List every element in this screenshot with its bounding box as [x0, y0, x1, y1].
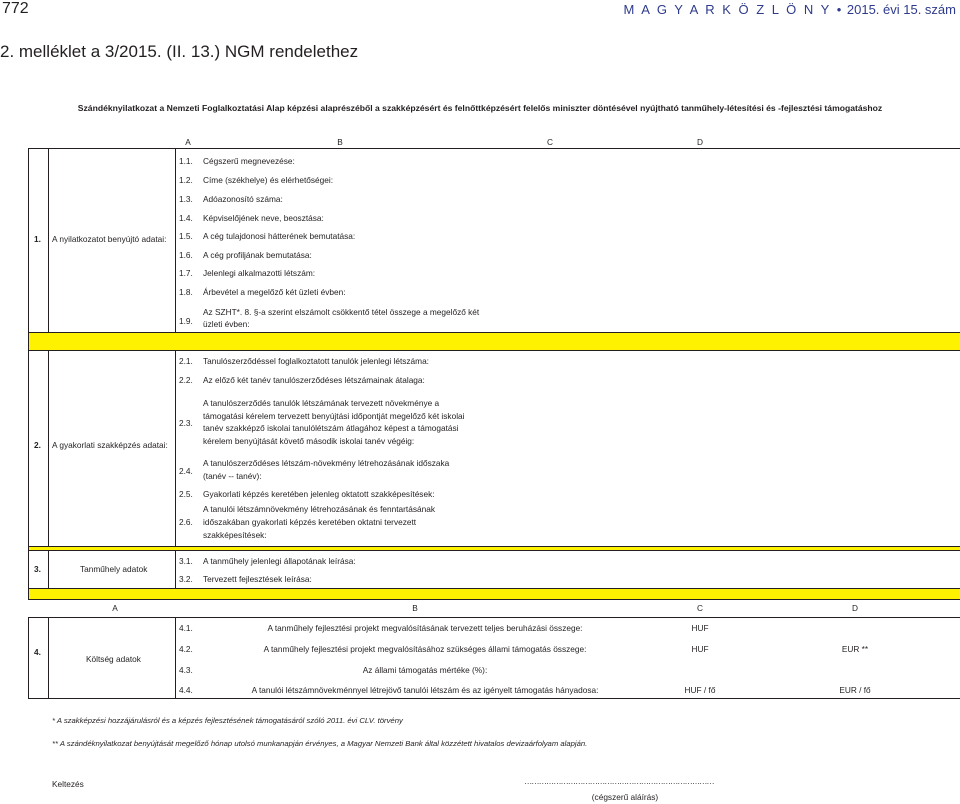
row-number: 1.7. [179, 268, 193, 278]
column-header-b: B [337, 137, 343, 147]
row-label: Árbevétel a megelőző két üzleti évben: [203, 287, 346, 297]
currency-cell: HUF [691, 644, 709, 654]
signature-label: (cégszerű aláírás) [591, 792, 659, 802]
section-number: 2. [34, 440, 41, 450]
row-number: 2.2. [179, 375, 193, 385]
section-label: A nyilatkozatot benyújtó adatai: [52, 234, 167, 244]
section-number: 4. [34, 647, 41, 657]
row-number: 4.4. [179, 685, 193, 695]
row-number: 1.1. [179, 156, 193, 166]
header-bullet: • [836, 2, 842, 17]
row-label: A tanulói létszámnövekménnyel létrejövő tanulói létszám és az igényelt támogatás hányadosa: [251, 685, 599, 695]
row-number: 4.3. [179, 665, 193, 675]
section-number: 1. [34, 234, 41, 244]
row-number: 1.4. [179, 213, 193, 223]
row-label: Tanulószerződéssel foglalkoztatott tanulók jelenlegi létszáma: [203, 356, 429, 366]
row-number: 1.3. [179, 194, 193, 204]
column-header-d: D [852, 603, 858, 613]
row-label: Jelenlegi alkalmazotti létszám: [203, 268, 316, 278]
row-label: A cég profiljának bemutatása: [203, 250, 312, 260]
row-label: Cégszerű megnevezése: [203, 156, 295, 166]
journal-header [624, 2, 956, 17]
section-number: 3. [34, 564, 41, 574]
row-number: 3.1. [179, 556, 193, 566]
journal-issue: 2015. évi 15. szám [846, 2, 956, 17]
row-number: 3.2. [179, 574, 193, 584]
row-number: 2.5. [179, 489, 193, 499]
row-label: Az állami támogatás mértéke (%): [362, 665, 488, 675]
column-header-b: B [412, 603, 418, 613]
row-label: Adóazonosító száma: [203, 194, 283, 204]
column-header-a: A [185, 137, 191, 147]
footnote-szht: * A szakképzési hozzájárulásról és a képzés fejlesztésének támogatásáról szóló 2011. évi CLV. törvény [52, 716, 403, 725]
currency-cell: EUR / fő [839, 685, 871, 695]
currency-cell: HUF [691, 623, 709, 633]
row-label: A tanműhely fejlesztési projekt megvalósításának tervezett teljes beruházási összege: [267, 623, 583, 633]
page-number: 772 [2, 0, 29, 17]
row-label: Tervezett fejlesztések leírása: [203, 574, 312, 584]
signature-line: …………………………………………………………………… [524, 776, 714, 786]
row-label: A tanulószerződéses létszám-növekmény létrehozásának időszaka (tanév -- tanév): [203, 458, 450, 481]
row-number: 1.5. [179, 231, 193, 241]
row-label: A cég tulajdonosi hátterének bemutatása: [203, 231, 356, 241]
column-header-c: C [547, 137, 553, 147]
row-number: 2.3. [179, 418, 193, 428]
date-place-label: Keltezés [52, 779, 84, 789]
section-label: Költség adatok [86, 654, 141, 664]
row-number: 1.6. [179, 250, 193, 260]
annex-title: 2. melléklet a 3/2015. (II. 13.) NGM rendelethez [0, 42, 359, 61]
column-header-d: D [697, 137, 703, 147]
row-label: Az előző két tanév tanulószerződéses létszámainak átalaga: [203, 375, 425, 385]
row-label: Az SZHT*. 8. §-a szerint elszámolt csökkentő tétel összege a megelőző két üzleti évben: [203, 307, 480, 329]
column-header-a: A [112, 603, 118, 613]
currency-cell: HUF / fő [684, 685, 716, 695]
row-number: 1.2. [179, 175, 193, 185]
row-number: 2.4. [179, 466, 193, 476]
section-label: Tanműhely adatok [80, 564, 148, 574]
form-frame [28, 148, 960, 600]
row-label: A tanulószerződés tanulók létszámának tervezett növekménye a támogatási kérelem tervezett benyújtási időpontját megelőző két iskolai tanév szakképző iskolai tanulólétszám átlagához képest a támogatási kérelem benyújtását követő második iskolai tanév végéig: [203, 398, 465, 446]
row-number: 4.2. [179, 644, 193, 654]
row-number: 2.6. [179, 517, 193, 527]
row-number: 1.9. [179, 316, 193, 326]
currency-cell: EUR ** [841, 644, 869, 654]
row-number: 4.1. [179, 623, 193, 633]
row-number: 1.8. [179, 287, 193, 297]
journal-name: M A G Y A R K Ö Z L Ö N Y [623, 2, 832, 17]
row-label: A tanműhely jelenlegi állapotának leírása: [203, 556, 356, 566]
row-label: Címe (székhelye) és elérhetőségei: [203, 175, 334, 185]
footnote-exchange-rate: ** A szándéknyilatkozat benyújtását megelőző hónap utolsó munkanapján érvényes, a Magyar Nemzeti Bank által közzétett hivatalos devizaárfolyam alapján. [52, 739, 588, 748]
section-separator [29, 333, 960, 350]
column-header-c: C [697, 603, 703, 613]
section-label: A gyakorlati szakképzés adatai: [52, 440, 168, 450]
row-number: 2.1. [179, 356, 193, 366]
row-label: A tanműhely fejlesztési projekt megvalósításához szükséges állami támogatás összege: [263, 644, 587, 654]
row-label: Gyakorlati képzés keretében jelenleg oktatott szakképesítések: [203, 489, 435, 499]
row-label: A tanulói létszámnövekmény létrehozásának és fenntartásának időszakában gyakorlati képzés keretében oktatni tervezett szakképesítések: [203, 504, 435, 540]
row-label: Képviselőjének neve, beosztása: [203, 213, 324, 223]
form-intro-title: Szándéknyilatkozat a Nemzeti Foglalkoztatási Alap képzési alaprészéből a szakképzésért és felnőttképzésért felelős miniszter döntésével nyújtható tanműhely-létesítési és -fejlesztési támogatáshoz [77, 103, 883, 113]
section-separator [29, 589, 960, 599]
